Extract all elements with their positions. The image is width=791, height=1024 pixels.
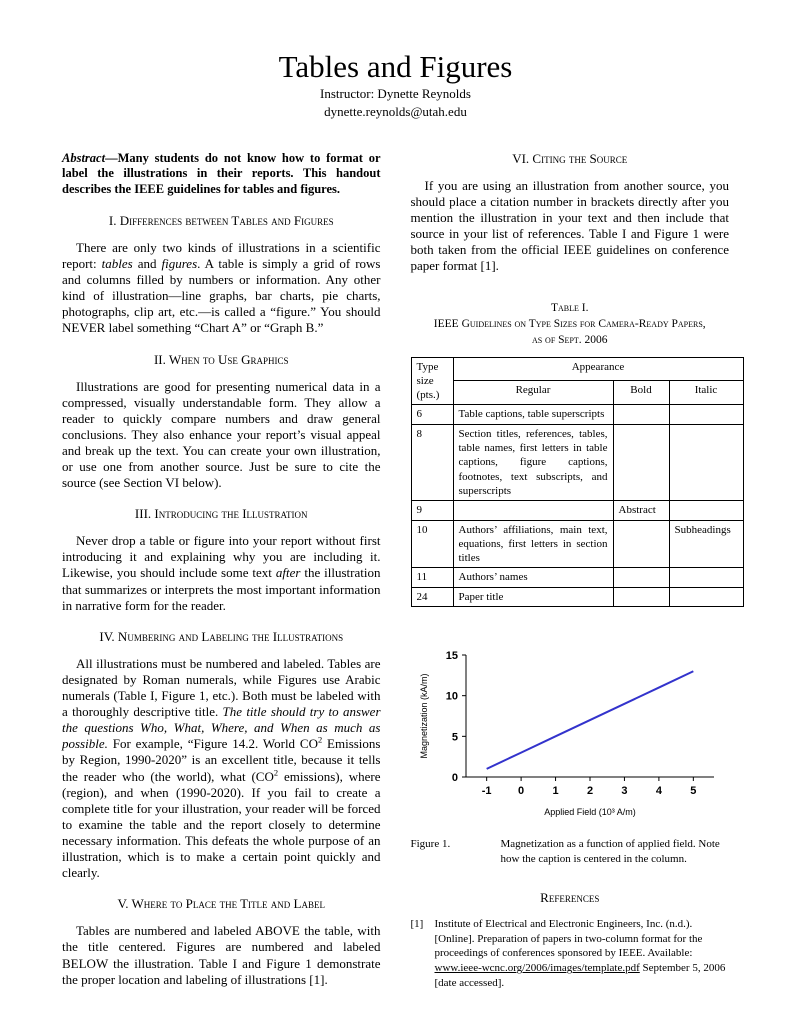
- table-cell-size: 6: [411, 405, 453, 424]
- section-vi-paragraph: [411, 178, 730, 275]
- table-header-bold: Bold: [613, 381, 669, 405]
- figure-caption-text: Magnetization as a function of applied field. Note how the caption is centered in the column.: [500, 837, 720, 866]
- section-heading-iv: IV. Numbering and Labeling the Illustrations: [99, 628, 344, 644]
- table-cell-size: 8: [411, 424, 453, 500]
- text-segment: . A table is simply a grid of rows and columns filled by numbers or information. Any other kind of illustration—line graphs, bar charts, pie charts, photographs, clip art, etc.—is called a “figure.” You should NEVER label something “Chart A” or “Graph B.”: [62, 255, 381, 336]
- table-row: [411, 424, 743, 500]
- text-segment: Institute of Electrical and Electronic Engineers, Inc. (n.d.). [Online]. Preparation of papers in two-column format for the proceedings of conferences sponsored by IEEE. Available:: [434, 917, 703, 960]
- table-header-italic: Italic: [669, 381, 743, 405]
- text-segment: The title should try to answer the questions Who, What, Where, and When as much as possible.: [62, 704, 381, 752]
- svg-text:0: 0: [451, 771, 458, 784]
- text-segment: All illustrations must be numbered and labeled. Tables are designated by Roman numerals, while Figures use Arabic numerals (Table I, Figure 1, etc.). Both must be labeled with a thoroughly descriptive title.: [62, 655, 381, 720]
- svg-text:3: 3: [621, 784, 628, 797]
- table-caption: [429, 300, 712, 348]
- text-segment: the illustration that summarizes or interprets the most important information in narrative form for the reader.: [62, 565, 381, 613]
- table-cell-size: 10: [411, 520, 453, 568]
- reference-number: [1]: [410, 917, 424, 930]
- figure-caption: [411, 837, 730, 868]
- svg-text:5: 5: [451, 731, 458, 744]
- left-column: [62, 151, 381, 991]
- references-heading: References: [540, 889, 600, 905]
- table-row: [411, 587, 743, 606]
- right-column: [411, 151, 730, 991]
- svg-text:4: 4: [655, 784, 662, 797]
- table-subheader-row: [411, 381, 743, 405]
- table-cell-italic: [669, 424, 743, 500]
- text-segment: If you are using an illustration from another source, you should place a citation number in brackets directly after you mention the illustration in your text and then include that source in your list of references. Table I and Figure 1 were both taken from the official IEEE guidelines on conference paper format [1].: [410, 177, 729, 274]
- text-segment: emissions), where (region), and when (1990-2020). If you fail to create a complete title for your illustration, your reader will be forced to examine the table and the report closely to determine necessary information. This defeats the whole purpose of an illustration, which is to make a certain point quickly and clearly.: [62, 768, 381, 881]
- table-row: [411, 501, 743, 520]
- table-caption-title: IEEE Guidelines on Type Sizes for Camera-Ready Papers, as of Sept. 2006: [433, 318, 706, 347]
- section-i-paragraph: [62, 240, 381, 337]
- text-segment: Illustrations are good for presenting numerical data in a compressed, visually understandable form. They allow a reader to quickly compare numbers and draw general conclusions. They also enhance your report’s visual appeal and break up the text. You can create your own illustration, or use one from another source. Just be sure to cite the source (see Section VI below).: [62, 378, 381, 491]
- section-heading-ii: II. When to Use Graphics: [153, 351, 289, 367]
- table-cell-size: 24: [411, 587, 453, 606]
- table-cell-regular: Authors’ affiliations, main text, equations, first letters in section titles: [453, 520, 613, 568]
- table-cell-bold: [613, 424, 669, 500]
- table-cell-bold: [613, 405, 669, 424]
- table-cell-regular: Table captions, table superscripts: [453, 405, 613, 424]
- page-title: Tables and Figures: [278, 49, 513, 84]
- table-cell-bold: [613, 587, 669, 606]
- text-segment: 2: [317, 735, 323, 746]
- table-row: [411, 405, 743, 424]
- svg-text:5: 5: [690, 784, 697, 797]
- text-segment: and: [132, 255, 162, 271]
- text-segment: —Many students do not know how to format or label the illustrations in their reports. This handout describes the IEEE guidelines for tables and figures.: [62, 150, 381, 197]
- section-v-paragraph: [62, 923, 381, 987]
- table-cell-regular: Section titles, references, tables, table names, first letters in table captions, figure captions, footnotes, text subscripts, and superscripts: [453, 424, 613, 500]
- table-header-row: [411, 357, 743, 381]
- table-cell-bold: Abstract: [613, 501, 669, 520]
- text-segment: Tables are numbered and labeled ABOVE the table, with the title centered. Figures are numbered and labeled BELOW the illustration. Table I and Figure 1 demonstrate the proper location and labeling of illustrations [1].: [62, 923, 381, 987]
- magnetization-line-chart: [414, 645, 726, 823]
- svg-text:1: 1: [552, 784, 559, 797]
- reference-item: [411, 917, 730, 991]
- text-segment: Emissions by Region, 1990-2020” is an excellent title, because it tells the reader who (the world), what (CO: [62, 736, 381, 784]
- table-cell-italic: [669, 587, 743, 606]
- reference-text: [435, 917, 730, 991]
- text-segment: For example, “Figure 14.2. World CO: [107, 736, 318, 752]
- table-cell-italic: [669, 568, 743, 587]
- abstract: [62, 151, 381, 198]
- table-header-regular: Regular: [453, 381, 613, 405]
- table-cell-italic: [669, 405, 743, 424]
- table-header-type-size: Type size (pts.): [411, 357, 453, 405]
- svg-text:2: 2: [586, 784, 593, 797]
- svg-text:Applied Field (10³ A/m): Applied Field (10³ A/m): [543, 806, 636, 817]
- text-segment: figures: [161, 255, 198, 271]
- table-header-appearance: Appearance: [453, 357, 743, 381]
- table-cell-italic: [669, 501, 743, 520]
- instructor-line: Instructor: Dynette Reynolds: [320, 86, 471, 102]
- table-cell-italic: Subheadings: [669, 520, 743, 568]
- document-header: [62, 50, 729, 121]
- figure-label: Figure 1.: [410, 837, 451, 850]
- table-row: [411, 520, 743, 568]
- figure-1-chart: [411, 645, 730, 823]
- section-iii-paragraph: [62, 533, 381, 614]
- svg-text:15: 15: [445, 649, 458, 662]
- table-cell-bold: [613, 520, 669, 568]
- text-segment: tables: [101, 255, 133, 271]
- table-cell-size: 11: [411, 568, 453, 587]
- svg-text:10: 10: [445, 690, 458, 703]
- section-iv-paragraph: [62, 656, 381, 882]
- svg-text:-1: -1: [481, 784, 492, 797]
- text-segment: September 5, 2006 [date accessed].: [434, 962, 726, 990]
- text-segment: There are only two kinds of illustrations in a scientific report:: [62, 239, 381, 271]
- type-size-table: [411, 357, 744, 607]
- table-row: [411, 568, 743, 587]
- section-heading-v: V. Where to Place the Title and Label: [117, 896, 325, 912]
- section-heading-iii: III. Introducing the Illustration: [134, 506, 308, 522]
- section-heading-vi: VI. Citing the Source: [512, 150, 628, 166]
- text-segment: Abstract: [62, 150, 106, 165]
- two-column-layout: [62, 151, 729, 991]
- table-cell-size: 9: [411, 501, 453, 520]
- text-segment: 2: [273, 767, 279, 778]
- email-line: dynette.reynolds@utah.edu: [324, 104, 467, 120]
- text-segment: after: [275, 565, 301, 581]
- section-heading-i: I. Differences between Tables and Figures: [108, 212, 334, 228]
- svg-text:Magnetization (kA/m): Magnetization (kA/m): [418, 673, 429, 759]
- text-segment: Never drop a table or figure into your report without first introducing it and explaining why you are including it. Likewise, you should include some text: [62, 533, 381, 581]
- reference-url-link[interactable]: www.ieee-wcnc.org/2006/images/template.pdf: [434, 962, 640, 975]
- svg-text:0: 0: [517, 784, 524, 797]
- table-caption-number: Table I.: [551, 302, 589, 315]
- table-cell-regular: Authors’ names: [453, 568, 613, 587]
- table-cell-regular: [453, 501, 613, 520]
- table-cell-regular: Paper title: [453, 587, 613, 606]
- section-ii-paragraph: [62, 379, 381, 492]
- table-cell-bold: [613, 568, 669, 587]
